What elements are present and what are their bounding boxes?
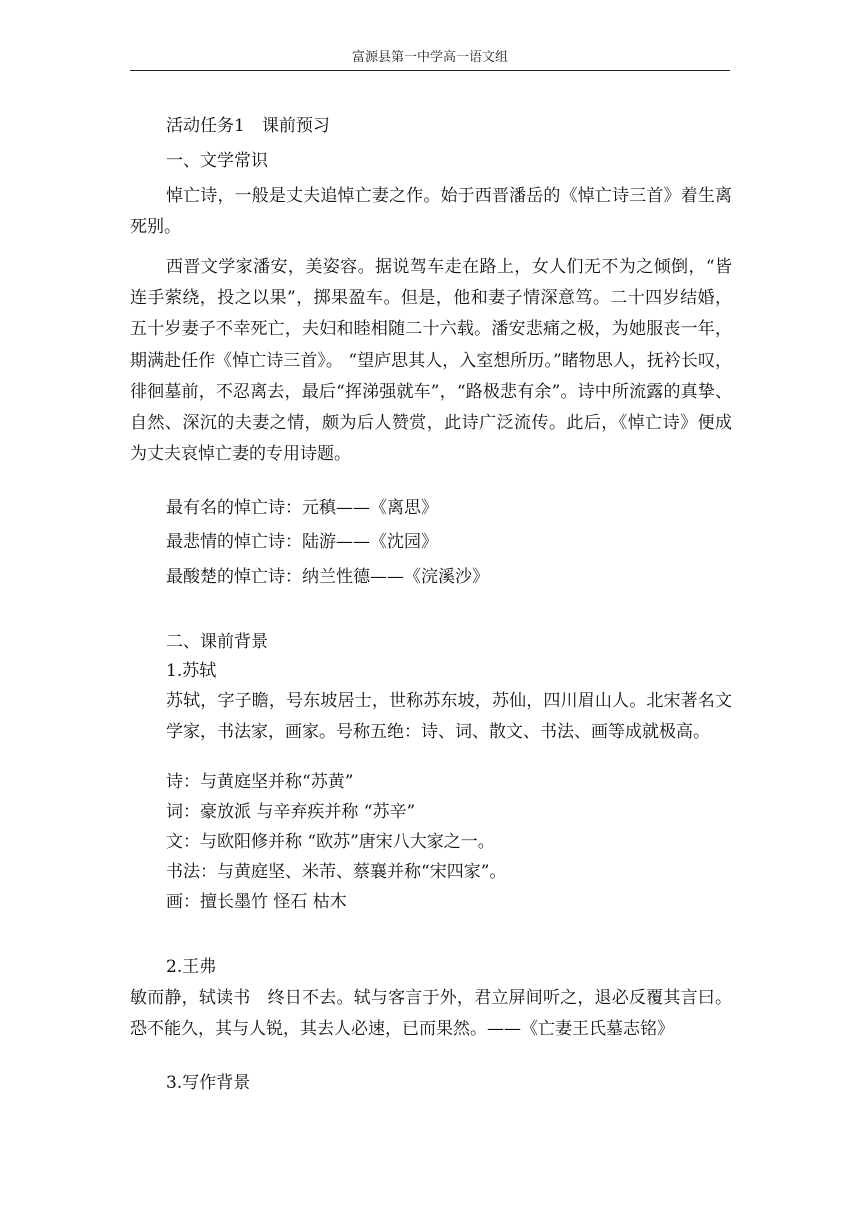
su-shi-painting: 画：擅长墨竹 怪石 枯木 bbox=[166, 892, 347, 912]
task-title: 活动任务1 课前预习 bbox=[166, 116, 330, 136]
section-title-background: 二、课前背景 bbox=[166, 632, 268, 652]
su-shi-text: 苏轼，字子瞻，号东坡居士，世称苏东坡，苏仙，四川眉山人。北宋著名文学家，书法家，画家。号称五绝：诗、词、散文、书法、画等成就极高。 bbox=[166, 691, 732, 743]
famous-elegy-1: 最有名的悼亡诗：元稹——《离思》 bbox=[166, 498, 438, 518]
su-shi-calligraphy: 书法：与黄庭坚、米芾、蔡襄并称“宋四家”。 bbox=[166, 862, 507, 882]
paragraph-elegy-definition: 悼亡诗，一般是丈夫追悼亡妻之作。始于西晋潘岳的《悼亡诗三首》着生离死别。 bbox=[130, 186, 732, 238]
famous-elegy-3: 最酸楚的悼亡诗：纳兰性德——《浣溪沙》 bbox=[166, 567, 489, 587]
su-shi-ci: 词：豪放派 与辛弃疾并称 “苏辛” bbox=[166, 802, 416, 822]
paragraph-pan-an: 西晋文学家潘安，美姿容。据说驾车走在路上，女人们无不为之倾倒，“皆连手萦绕，投之以果”，掷果盈车。但是，他和妻子情深意笃。二十四岁结婚，五十岁妻子不幸死亡，夫妇和睦相随二十六载。潘安悲痛之极，为她服丧一年，期满赴任作《悼亡诗三首》。 “望庐思其人，入室想所历。”睹物思人，抚衿长叹，徘徊墓前，不忍离去，最后“挥涕强就车”，“路极悲有余”。诗中所流露的真挚、自然、深沉的夫妻之情，颇为后人赞赏，此诗广泛流传。此后，《悼亡诗》便成为丈夫哀悼亡妻的专用诗题。 bbox=[130, 257, 732, 465]
page-header: 富源县第一中学高一语文组 bbox=[130, 48, 730, 71]
famous-elegy-2: 最悲情的悼亡诗：陆游——《沈园》 bbox=[166, 532, 438, 552]
subsection-title-su-shi: 1.苏轼 bbox=[166, 661, 217, 681]
su-shi-prose: 文：与欧阳修并称 “欧苏”唐宋八大家之一。 bbox=[166, 832, 495, 852]
subsection-title-wang-fu: 2.王弗 bbox=[166, 957, 217, 977]
su-shi-poetry: 诗：与黄庭坚并称“苏黄” bbox=[166, 772, 354, 792]
paragraph-su-shi bbox=[166, 686, 732, 748]
subsection-title-writing-background: 3.写作背景 bbox=[166, 1073, 251, 1093]
section-title-literary-knowledge: 一、文学常识 bbox=[166, 151, 268, 171]
paragraph-wang-fu bbox=[130, 983, 732, 1045]
wang-fu-text: 敏而静，轼读书 终日不去。轼与客言于外，君立屏间听之，退必反覆其言曰。恐不能久，其与人锐，其去人必速，已而果然。——《亡妻王氏墓志铭》 bbox=[130, 988, 732, 1040]
